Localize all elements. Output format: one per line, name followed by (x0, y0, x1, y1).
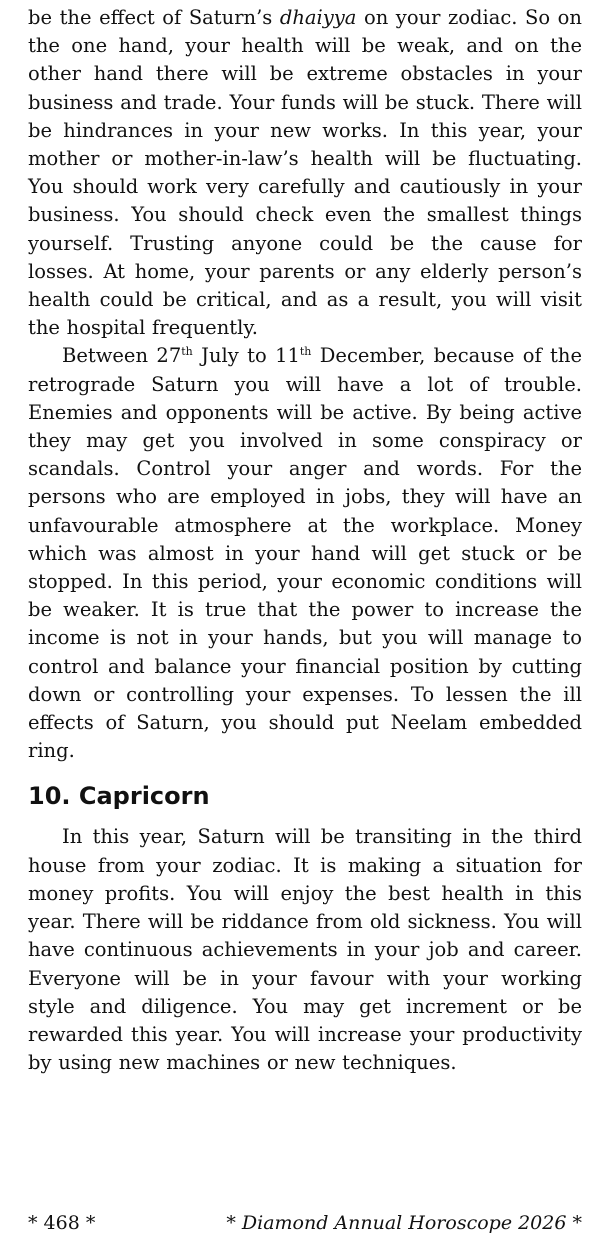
paragraph-capricorn: In this year, Saturn will be transiting in the third house from your zodiac. It is making a situation for money profits. You will enjoy the best health in this year. There will be riddance from old sickness. You will have continuous achievements in your job and career. Everyone will be in your favour with your working style and diligence. You may get increment or be rewarded this year. You will increase your productivity by using new machines or new techniques. (28, 825, 582, 1075)
paragraph-text: December, because of the retrograde Saturn you will have a lot of trouble. Enemies and opponents will be active. By being active they may get you involved in some conspiracy or scandals. Control your anger and words. For the persons who are employed in jobs, they will have an unfavourable atmosphere at the workplace. Money which was almost in your hand will get stuck or be stopped. In this period, your economic conditions will be weaker. It is true that the power to increase the income is not in your hands, but you will manage to control and balance your financial position by cutting down or controlling your expenses. To lessen the ill effects of Saturn, you should put Neelam embedded ring. (28, 344, 582, 763)
section-heading-capricorn: 10. Capricorn (28, 782, 210, 811)
paragraph-text: July to 11 (192, 344, 300, 368)
paragraph-retrograde-saturn (28, 342, 582, 765)
paragraph-text: be the effect of Saturn’s (28, 6, 280, 29)
paragraph-text: Between 27 (62, 344, 182, 368)
page-content (28, 4, 582, 1077)
emphasis-dhaiyya: dhaiyya (279, 6, 357, 29)
running-title: * Diamond Annual Horoscope 2026 * (226, 1212, 582, 1234)
paragraph-text: on your zodiac. So on the one hand, your health will be weak, and on the other hand there will be extreme obstacles in your business and trade. Your funds will be stuck. There will be hindrances in your new works. In this year, your mother or mother-in-law’s health will be fluctuating. You should work very carefully and cautiously in your business. You should check even the smallest things yourself. Trusting anyone could be the cause for losses. At home, your parents or any elderly person’s health could be critical, and as a result, you will visit the hospital frequently. (28, 6, 582, 340)
paragraph-saturn-dhaiyya (28, 4, 582, 342)
superscript-th: th (181, 345, 193, 359)
page-number: * 468 * (28, 1212, 96, 1234)
superscript-th: th (299, 345, 312, 359)
